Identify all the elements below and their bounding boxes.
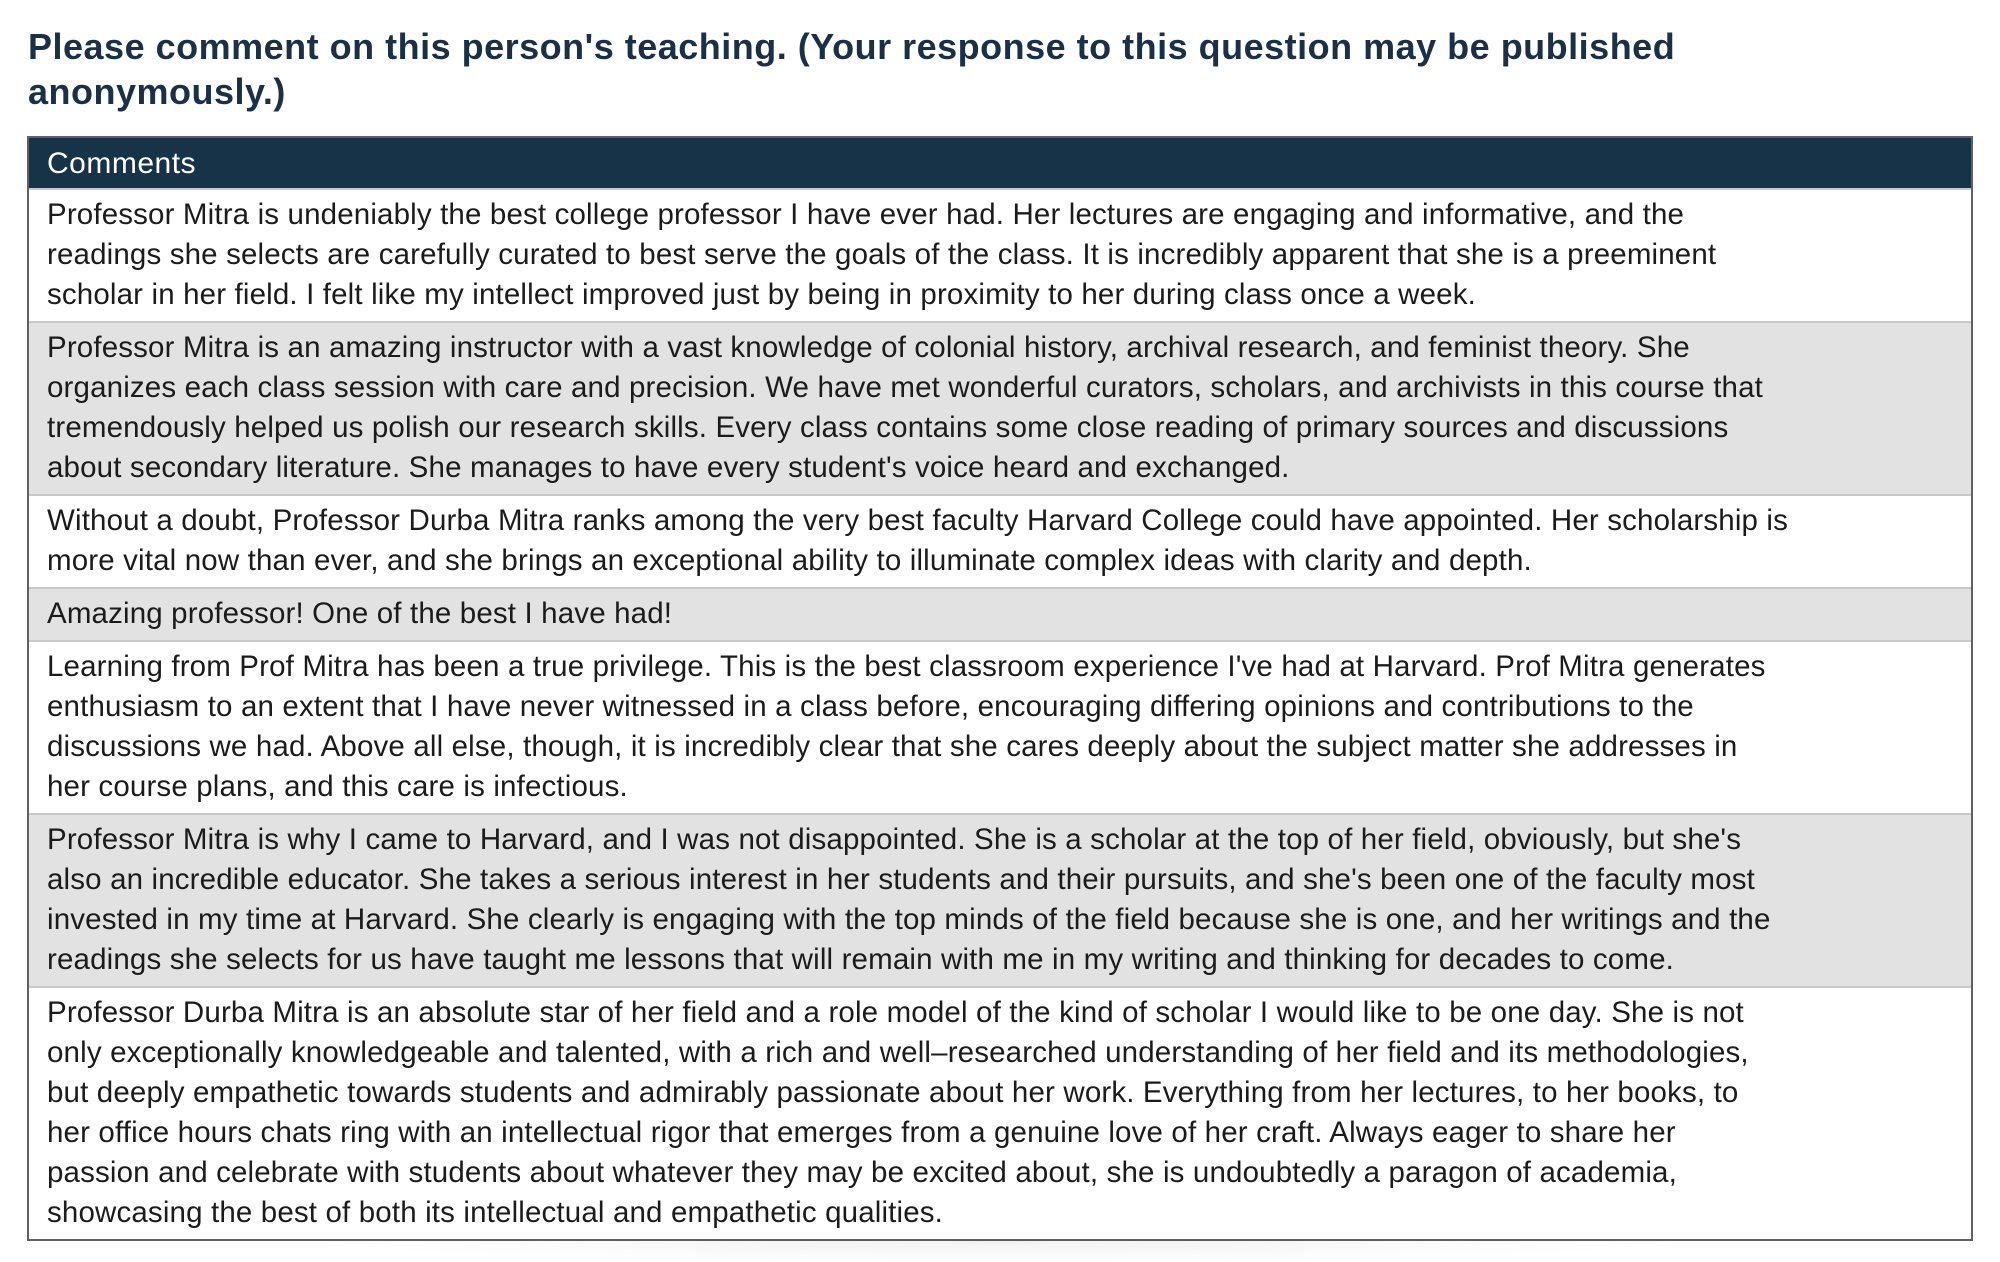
question-heading: Please comment on this person's teaching. (Your response to this question may be published anonymously.) <box>28 26 1676 112</box>
page-shadow <box>300 1240 1700 1262</box>
comments-table <box>27 136 1973 1241</box>
comment-row: Professor Durba Mitra is an absolute star of her field and a role model of the kind of scholar I would like to be one day. She is not only exceptionally knowledgeable and talented, with a rich and well–researched understanding of her field and its methodologies, but deeply empathetic towards students and admirably passionate about her work. Everything from her lectures, to her books, to her office hours chats ring with an intellectual rigor that emerges from a genuine love of her craft. Always eager to share her passion and celebrate with students about whatever they may be excited about, she is undoubtedly a paragon of academia, showcasing the best of both its intellectual and empathetic qualities. <box>29 986 1971 1239</box>
comment-row: Professor Mitra is why I came to Harvard, and I was not disappointed. She is a scholar at the top of her field, obviously, but she's also an incredible educator. She takes a serious interest in her students and their pursuits, and she's been one of the faculty most invested in my time at Harvard. She clearly is engaging with the top minds of the field because she is one, and her writings and the readings she selects for us have taught me lessons that will remain with me in my writing and thinking for decades to come. <box>29 813 1971 986</box>
comments-header: Comments <box>29 138 1971 188</box>
comment-row: Amazing professor! One of the best I have had! <box>29 587 1971 640</box>
comment-row: Professor Mitra is an amazing instructor with a vast knowledge of colonial history, archival research, and feminist theory. She organizes each class session with care and precision. We have met wonderful curators, scholars, and archivists in this course that tremendously helped us polish our research skills. Every class contains some close reading of primary sources and discussions about secondary literature. She manages to have every student's voice heard and exchanged. <box>29 321 1971 494</box>
comment-row: Without a doubt, Professor Durba Mitra ranks among the very best faculty Harvard College could have appointed. Her scholarship is more vital now than ever, and she brings an exceptional ability to illuminate complex ideas with clarity and depth. <box>29 494 1971 587</box>
comment-row: Professor Mitra is undeniably the best college professor I have ever had. Her lectures are engaging and informative, and the readings she selects are carefully curated to best serve the goals of the class. It is incredibly apparent that she is a preeminent scholar in her field. I felt like my intellect improved just by being in proximity to her during class once a week. <box>29 188 1971 321</box>
comment-row: Learning from Prof Mitra has been a true privilege. This is the best classroom experience I've had at Harvard. Prof Mitra generates enthusiasm to an extent that I have never witnessed in a class before, encouraging differing opinions and contributions to the discussions we had. Above all else, though, it is incredibly clear that she cares deeply about the subject matter she addresses in her course plans, and this care is infectious. <box>29 640 1971 813</box>
